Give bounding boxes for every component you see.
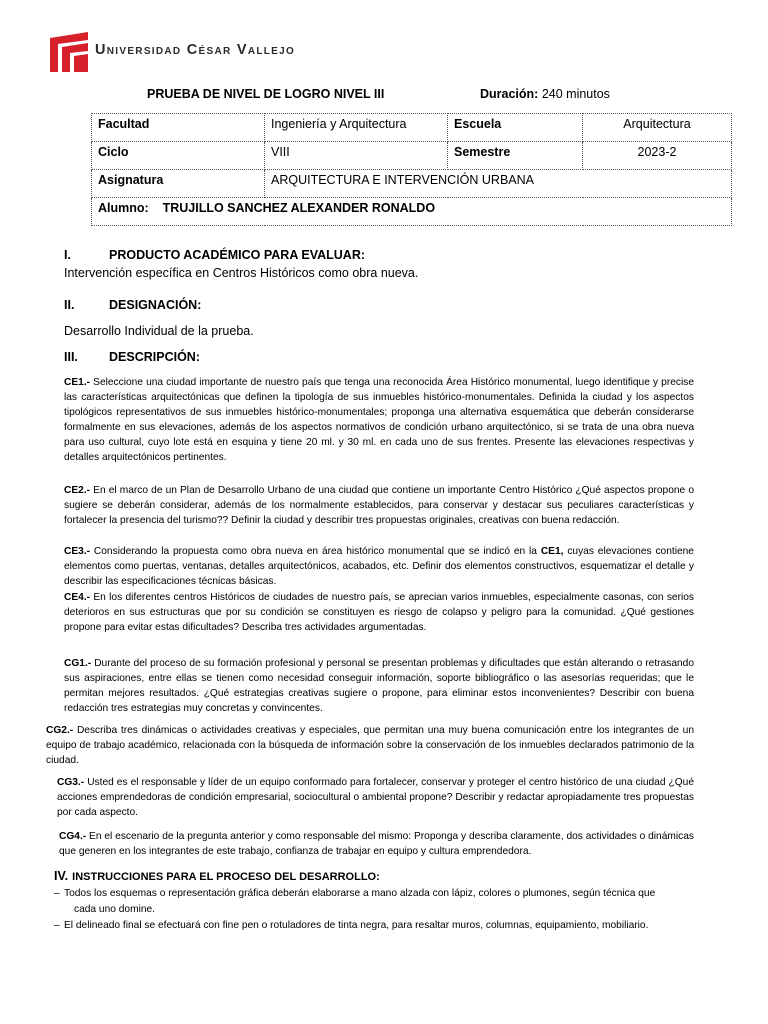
section-4-number: IV. xyxy=(54,869,69,883)
section-4-heading xyxy=(54,869,380,883)
section-2-text: Desarrollo Individual de la prueba. xyxy=(64,324,254,338)
cg1-text: Durante del proceso de su formación profesional y personal se presentan problemas y dificultades que están alterando o retrasando sus aspiraciones, entre ellas se tienen como necesidad conseguir información, soporte bibliográfico o las asesorías requeridas; que le permitan mejores resultados. ¿Qué estrategias creativas sugiere o propone, para eliminar estos inconvenientes? Describir con buena redacción tres estrategias muy concretas y convincentes. xyxy=(64,658,694,714)
section-3-heading xyxy=(64,350,200,364)
cg4-text: En el escenario de la pregunta anterior y como responsable del mismo: Proponga y describa claramente, dos actividades o dinámicas que generen en los integrantes de este trabajo, confianza de trabajar en equipo y cultura emprendedora. xyxy=(59,831,694,857)
duration xyxy=(480,87,610,101)
instruction-item-2 xyxy=(54,918,714,934)
table-row xyxy=(92,170,732,198)
dash-bullet: – xyxy=(54,888,60,899)
escuela-value: Arquitectura xyxy=(583,114,732,142)
criterion-ce3 xyxy=(64,544,694,589)
ce2-label: CE2.- xyxy=(64,485,91,496)
ce3-text-a: Considerando la propuesta como obra nueva en área histórico monumental que se indicó en la xyxy=(93,546,537,557)
table-row xyxy=(92,198,732,226)
criterion-ce2 xyxy=(64,483,694,528)
section-4-title: INSTRUCCIONES PARA EL PROCESO DEL DESARROLLO: xyxy=(72,871,380,883)
cg2-text: Describa tres dinámicas o actividades creativas y especiales, que permitan una muy buena comunicación entre los integrantes de un equipo de trabajo académico, relacionada con la búsqueda de información sobre la conservación de los inmuebles declarados patrimonio de la ciudad. xyxy=(46,725,694,766)
ce3-text-b: cuyas elevaciones contiene elementos como puertas, ventanas, detalles arquitectónicos, acabados, etc. Definir dos elementos constructivos, esquematizar el detalle y describir las especificaciones técnicas básicas. xyxy=(64,546,694,587)
criterion-ce1 xyxy=(64,375,694,465)
exam-title: PRUEBA DE NIVEL DE LOGRO NIVEL III xyxy=(147,87,385,101)
section-3-number: III. xyxy=(64,350,78,364)
ce2-text: En el marco de un Plan de Desarrollo Urbano de una ciudad que contiene un importante Centro Histórico ¿Qué aspectos propone o sugiere se deberán considerar, además de los normalmente establecidos, para conservar y destacar sus peculiares características y fortalecer la presencia del turismo?? Definir la ciudad y describir tres propuestas originales, creativas con buena redacción. xyxy=(64,485,694,526)
ciclo-label: Ciclo xyxy=(92,142,265,170)
table-row xyxy=(92,142,732,170)
section-1-text: Intervención específica en Centros Históricos como obra nueva. xyxy=(64,266,419,280)
section-3-title: DESCRIPCIÓN: xyxy=(109,350,200,364)
criterion-cg4 xyxy=(59,829,694,859)
alumno-label: Alumno: xyxy=(98,201,149,215)
semestre-label: Semestre xyxy=(448,142,583,170)
ce3-reference: CE1, xyxy=(540,546,564,557)
section-1-title: PRODUCTO ACADÉMICO PARA EVALUAR: xyxy=(109,248,366,262)
facultad-label: Facultad xyxy=(92,114,265,142)
cg3-text: Usted es el responsable y líder de un equipo conformado para fortalecer, conservar y proteger el centro histórico de una ciudad ¿Qué acciones emprendedoras de condición empresarial, sociocultural o ambiental propone? Describir y redactar apropiadamente tres propuestas por cada aspecto. xyxy=(57,777,694,818)
criterion-cg2 xyxy=(46,723,694,768)
duration-value: 240 minutos xyxy=(541,87,610,101)
criterion-cg1 xyxy=(64,656,694,716)
duration-label: Duración: xyxy=(480,87,539,101)
section-2-number: II. xyxy=(64,298,75,312)
ce4-text: En los diferentes centros Históricos de ciudades de nuestro país, se aprecian varios inmuebles, especialmente casonas, con serios deterioros en sus estructuras que por su condición se constituyen es riesgo de colapso y peligro para la comunidad. ¿Qué gestiones propone para evitar estas dificultades? Describa tres actividades argumentadas. xyxy=(64,592,694,633)
table-row xyxy=(92,114,732,142)
ciclo-value: VIII xyxy=(265,142,448,170)
asignatura-label: Asignatura xyxy=(92,170,265,198)
course-info-table xyxy=(91,113,732,226)
university-name: Universidad César Vallejo xyxy=(95,42,296,58)
section-1-number: I. xyxy=(64,248,71,262)
section-2-heading xyxy=(64,298,201,312)
instruction-1-text-a: Todos los esquemas o representación gráfica deberán elaborarse a mano alzada con lápiz, colores o plumones, según técnica que xyxy=(64,888,656,899)
dash-bullet: – xyxy=(54,920,60,931)
criterion-cg3 xyxy=(57,775,694,820)
semestre-value: 2023-2 xyxy=(583,142,732,170)
university-logo xyxy=(48,30,92,74)
criterion-ce4 xyxy=(64,590,694,635)
ce1-label: CE1.- xyxy=(64,377,91,388)
ce3-label: CE3.- xyxy=(64,546,91,557)
facultad-value: Ingeniería y Arquitectura xyxy=(265,114,448,142)
section-2-title: DESIGNACIÓN: xyxy=(109,298,202,312)
ce4-label: CE4.- xyxy=(64,592,91,603)
cg1-label: CG1.- xyxy=(64,658,92,669)
escuela-label: Escuela xyxy=(448,114,583,142)
instruction-1-text-b: cada uno domine. xyxy=(74,904,155,915)
cg2-label: CG2.- xyxy=(46,725,74,736)
ce1-text: Seleccione una ciudad importante de nuestro país que tenga una reconocida Área Histórico monumental, luego identifique y precise las características arquitectónicas que definen la tipología de sus inmuebles histórico-monumentales. Definida la ciudad y los aspectos tipológicos representativos de sus inmuebles histórico-monumentales; proponga una alternativa esquemática que deberán considerarse formalmente en sus elevaciones, además de los aspectos normativos de condición urbano arquitectónico, si se trata de una obra nueva para uso cultural, cuyo lote está en esquina y tiene 20 ml. y 30 ml. en cada uno de sus frentes. Presente las elevaciones respectivas y detalles arquitectónicos pertinentes. xyxy=(64,377,694,463)
alumno-value: TRUJILLO SANCHEZ ALEXANDER RONALDO xyxy=(162,201,436,215)
alumno-cell xyxy=(92,198,732,226)
instruction-item-1 xyxy=(54,886,714,918)
cg4-label: CG4.- xyxy=(59,831,87,842)
cg3-label: CG3.- xyxy=(57,777,85,788)
asignatura-value: ARQUITECTURA E INTERVENCIÓN URBANA xyxy=(265,170,732,198)
instruction-2-text: El delineado final se efectuará con fine pen o rotuladores de tinta negra, para resaltar muros, columnas, equipamiento, mobiliario. xyxy=(64,920,649,931)
section-1-heading xyxy=(64,248,365,262)
